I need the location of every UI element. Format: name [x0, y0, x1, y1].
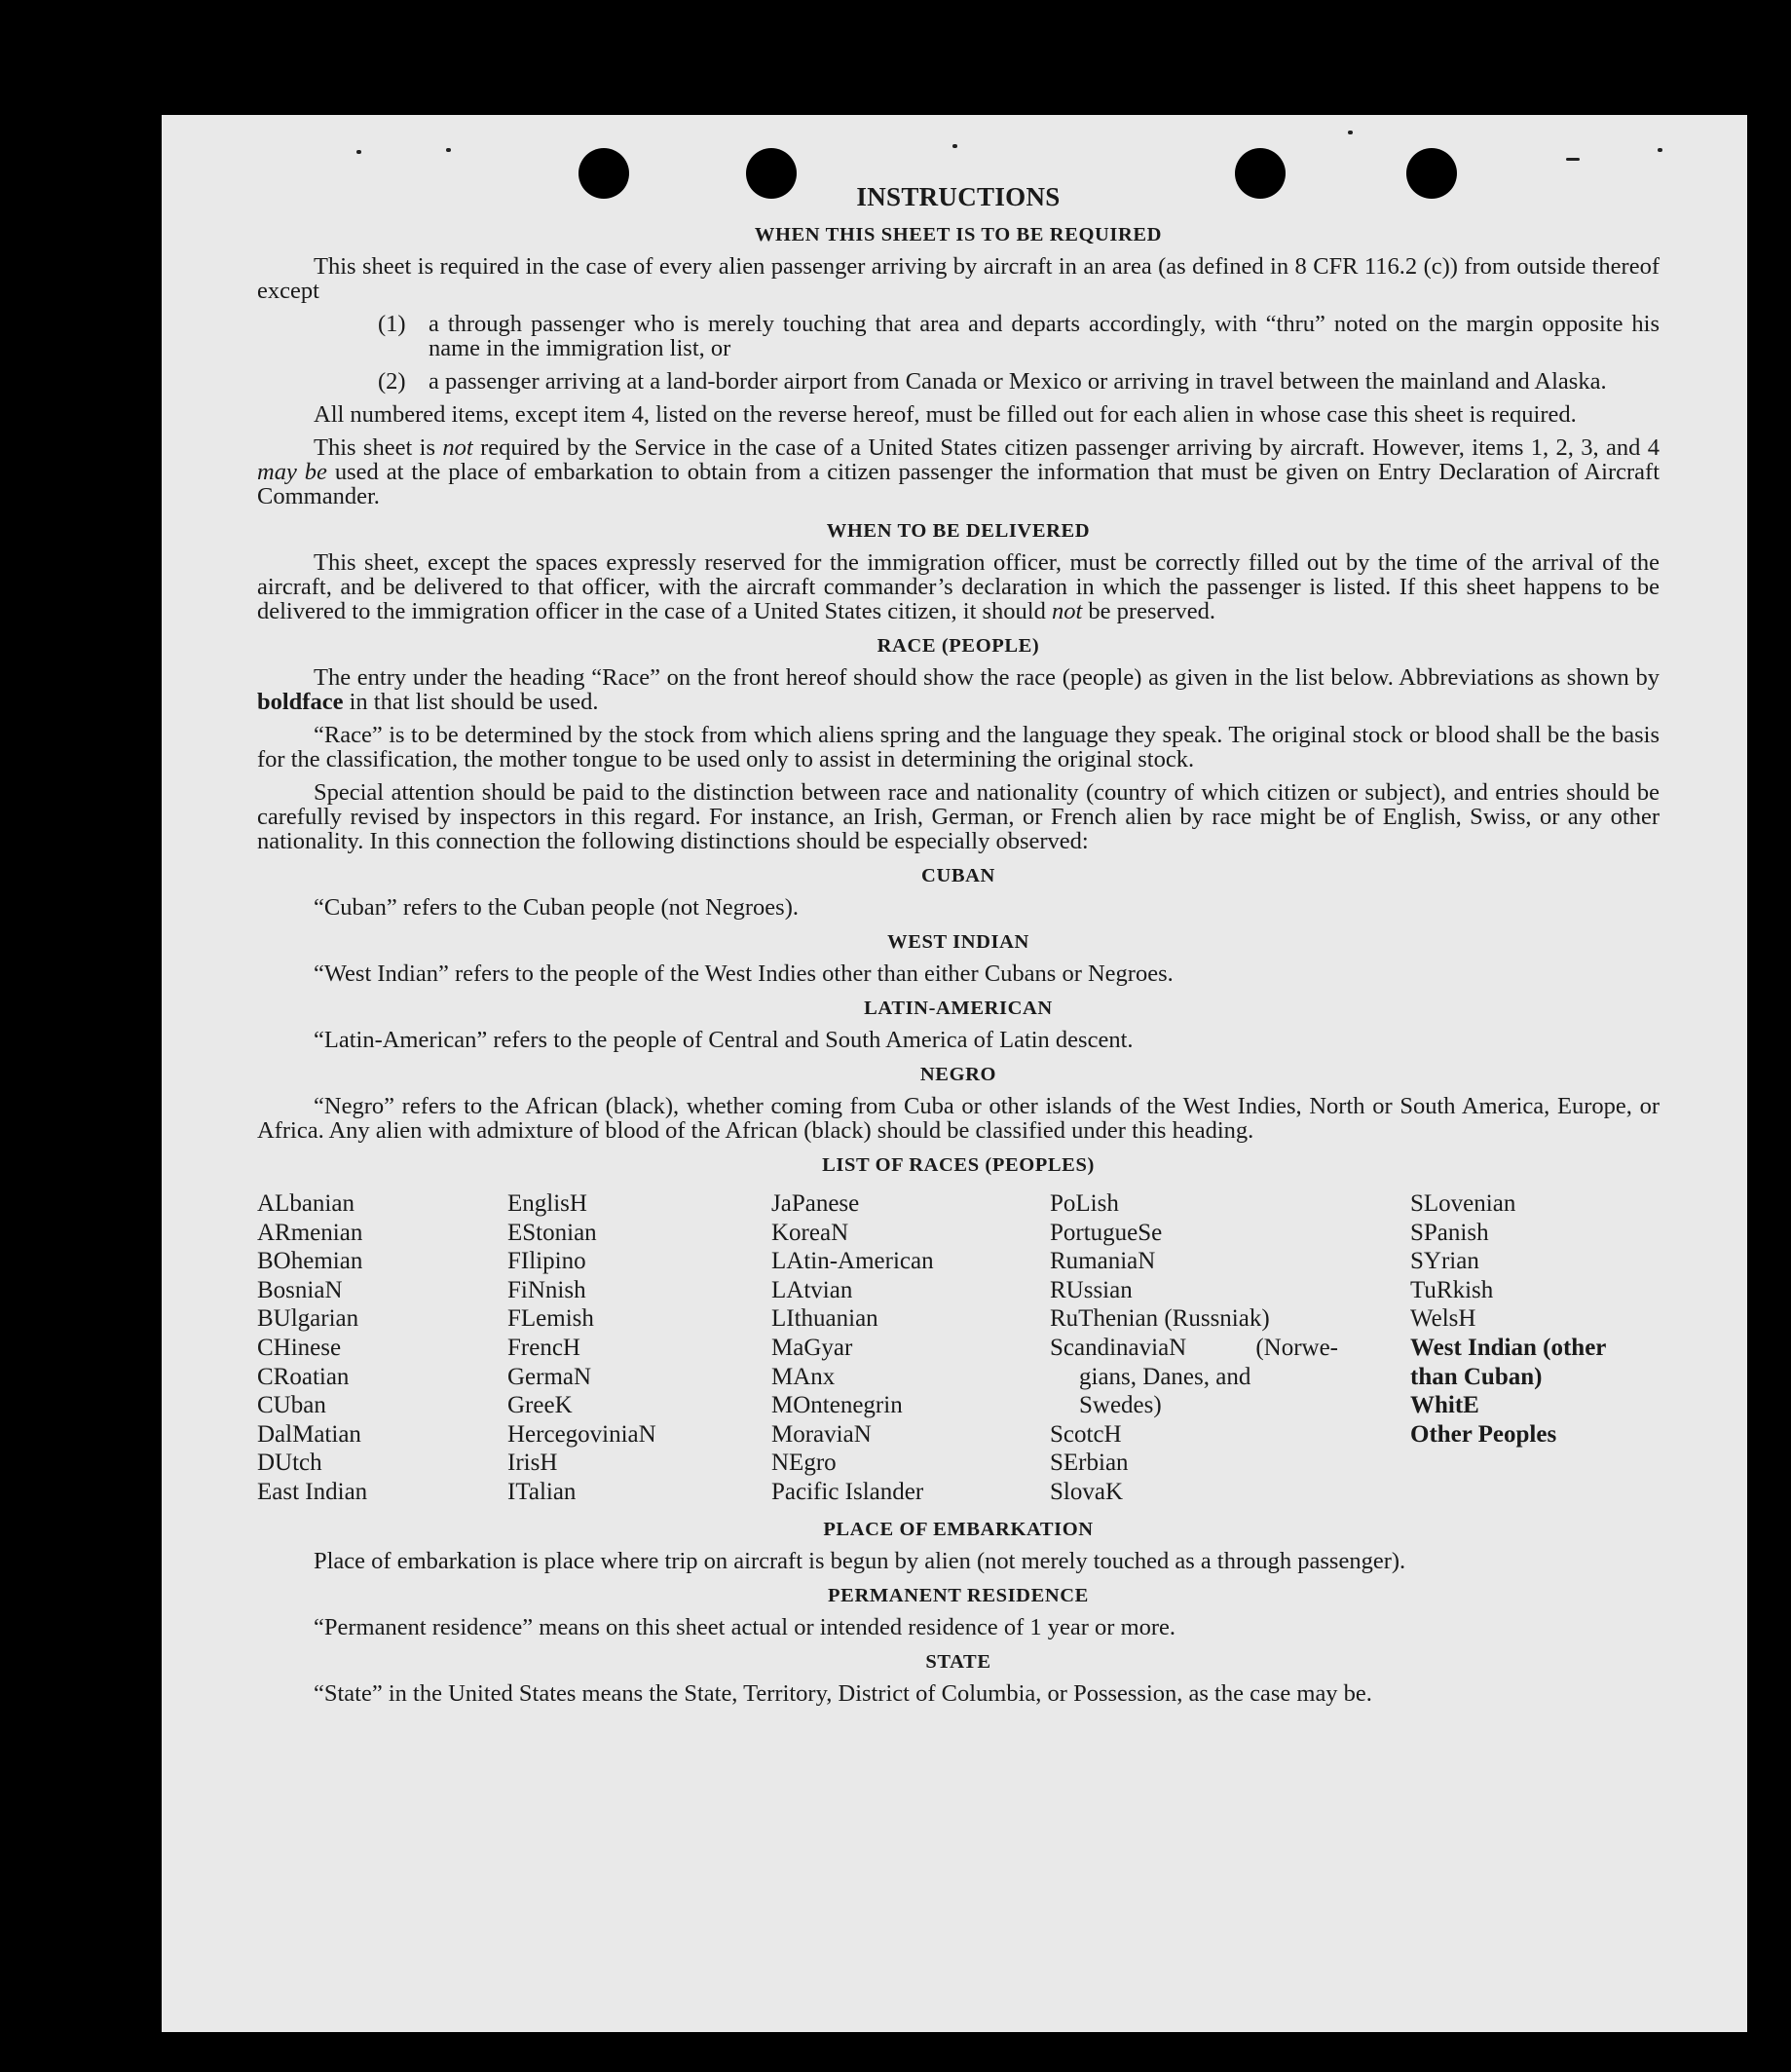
race-entry: than Cuban) — [1410, 1363, 1543, 1390]
italic-text: may be — [257, 459, 327, 485]
race-entry: Pacific Islander — [771, 1478, 924, 1505]
race-entry: PortugueSe — [1050, 1219, 1163, 1246]
race-entry: West Indian (other — [1410, 1334, 1607, 1361]
race-entry: WelsH — [1410, 1305, 1476, 1333]
race-entry: RUssian — [1050, 1276, 1133, 1303]
italic-text: not — [442, 434, 473, 461]
race-entry: TuRkish — [1410, 1276, 1494, 1303]
race-entry: ARmenian — [257, 1219, 363, 1246]
race-entry: ScotcH — [1050, 1420, 1122, 1448]
race-entry: SLovenian — [1410, 1190, 1516, 1217]
paragraph — [257, 550, 1660, 623]
races-column — [507, 1189, 771, 1507]
race-entry: MoraviaN — [771, 1420, 872, 1448]
paragraph: Special attention should be paid to the distinction between race and nationality (country of which citizen or subject), and entries should be carefully revised by inspectors in this regard. For instance, an Irish, German, or French alien by race might be of English, Swiss, or any other nationality. In this connection the following distinctions should be especially observed: — [257, 779, 1660, 854]
section-heading: WHEN TO BE DELIVERED — [826, 520, 1091, 542]
race-entry: BUlgarian — [257, 1305, 359, 1333]
definition-text: “Permanent residence” means on this sheet actual or intended residence of 1 year or more. — [314, 1613, 1176, 1640]
race-entry: BosniaN — [257, 1276, 343, 1303]
race-entry: LAtvian — [771, 1276, 853, 1303]
section-heading: LIST OF RACES (PEOPLES) — [822, 1154, 1095, 1176]
section-heading: PLACE OF EMBARKATION — [823, 1518, 1094, 1540]
definition-text: “Cuban” refers to the Cuban people (not Negroes). — [314, 894, 799, 921]
race-entry: DalMatian — [257, 1420, 361, 1448]
race-entry: EStonian — [507, 1219, 597, 1246]
race-entry: ScandinaviaN (Norwe- — [1050, 1334, 1338, 1361]
race-entry: CRoatian — [257, 1363, 350, 1390]
paragraph: Place of embarkation is place where trip on aircraft is begun by alien (not merely touched as a through passenger). — [314, 1547, 1406, 1574]
document-sheet — [162, 115, 1747, 2032]
race-entry: ITalian — [507, 1478, 577, 1505]
page-title: INSTRUCTIONS — [856, 182, 1061, 211]
definition-text: “Latin-American” refers to the people of Central and South America of Latin descent. — [314, 1027, 1134, 1053]
races-column — [1410, 1189, 1660, 1507]
race-entry: GermaN — [507, 1363, 592, 1390]
race-entry: FiNnish — [507, 1276, 586, 1303]
race-entry: FIlipino — [507, 1248, 586, 1275]
section-heading: NEGRO — [919, 1064, 997, 1085]
race-entry: SErbian — [1050, 1450, 1129, 1477]
race-entry: BOhemian — [257, 1248, 363, 1275]
race-entry: PoLish — [1050, 1190, 1119, 1217]
text-run: be preserved. — [1088, 598, 1216, 624]
races-list — [257, 1189, 1660, 1507]
race-entry: gians, Danes, and — [1079, 1363, 1251, 1390]
bold-text: boldface — [257, 689, 344, 715]
speck — [1566, 158, 1580, 161]
race-entry: ALbanian — [257, 1190, 354, 1217]
race-entry: FrencH — [507, 1334, 580, 1361]
race-entry: IrisH — [507, 1450, 558, 1477]
item-text: a through passenger who is merely touching that area and departs accordingly, with “thru” noted on the margin opposite his name in the immigration list, or — [429, 311, 1660, 361]
text-run: This sheet, except the spaces expressly reserved for the immigration officer, must be correctly filled out by the time of the arrival of the aircraft, and be delivered to that officer, with the aircraft commander’s declaration in which the passenger is listed. If this sheet happens to be delivered to the immigration officer in the case of a United States citizen, it should — [257, 549, 1660, 624]
item-number: (1) — [378, 311, 406, 337]
list-item — [257, 369, 1660, 394]
race-entry: CHinese — [257, 1334, 342, 1361]
race-entry: GreeK — [507, 1392, 573, 1419]
races-column — [771, 1189, 1050, 1507]
list-item — [257, 312, 1660, 360]
text-run: This sheet is — [314, 434, 435, 461]
speck — [1348, 131, 1353, 134]
paragraph — [257, 435, 1660, 509]
race-entry: MOntenegrin — [771, 1392, 903, 1419]
race-entry: East Indian — [257, 1478, 368, 1505]
paragraph: This sheet is required in the case of every alien passenger arriving by aircraft in an area (as defined in 8 CFR 116.2 (c)) from outside thereof except — [257, 253, 1660, 304]
paragraph: “Negro” refers to the African (black), whether coming from Cuba or other islands of the West Indies, North or South America, Europe, or Africa. Any alien with admixture of blood of the African (black) should be classified under this heading. — [257, 1093, 1660, 1144]
speck — [1658, 148, 1662, 152]
races-column — [1050, 1189, 1410, 1507]
paragraph: “State” in the United States means the State, Territory, District of Columbia, or Possession, as the case may be. — [314, 1679, 1372, 1707]
section-heading: CUBAN — [921, 865, 995, 886]
section-heading: RACE (PEOPLE) — [877, 635, 1040, 657]
race-entry: SlovaK — [1050, 1478, 1123, 1505]
paragraph — [257, 665, 1660, 714]
text-run: required by the Service in the case of a United States citizen passenger arriving by aircraft. However, items 1, 2, 3, and 4 — [480, 434, 1660, 461]
definition-text: “West Indian” refers to the people of the West Indies other than either Cubans or Negroes. — [314, 961, 1174, 987]
speck — [356, 150, 361, 154]
section-heading: WEST INDIAN — [887, 931, 1029, 953]
section-heading: STATE — [925, 1650, 991, 1673]
section-heading: LATIN-AMERICAN — [864, 998, 1053, 1019]
race-entry: SYrian — [1410, 1248, 1479, 1275]
race-entry: WhitE — [1410, 1392, 1479, 1419]
race-entry: NEgro — [771, 1450, 837, 1477]
race-entry: Other Peoples — [1410, 1420, 1557, 1448]
text-run: The entry under the heading “Race” on the front hereof should show the race (people) as given in the list below. Abbreviations as shown by — [314, 664, 1660, 691]
race-entry: MAnx — [771, 1363, 836, 1390]
section-heading: WHEN THIS SHEET IS TO BE REQUIRED — [754, 224, 1163, 245]
speck — [446, 148, 451, 152]
race-entry: HercegoviniaN — [507, 1420, 656, 1448]
races-column — [257, 1189, 507, 1507]
race-entry: KoreaN — [771, 1219, 849, 1246]
race-entry: LIthuanian — [771, 1305, 878, 1333]
italic-text: not — [1051, 598, 1083, 624]
section-heading: PERMANENT RESIDENCE — [828, 1584, 1089, 1606]
paragraph: “Race” is to be determined by the stock from which aliens spring and the language they speak. The original stock or blood shall be the basis for the classification, the mother tongue to be used only to assist in determining the original stock. — [257, 722, 1660, 772]
item-text: a passenger arriving at a land-border airport from Canada or Mexico or arriving in travel between the mainland and Alaska. — [429, 368, 1607, 395]
race-entry: FLemish — [507, 1305, 594, 1333]
instructions-body — [257, 182, 1660, 1714]
race-entry: EnglisH — [507, 1190, 587, 1217]
text-run: in that list should be used. — [349, 689, 599, 715]
race-entry: LAtin-American — [771, 1248, 934, 1275]
race-entry: CUban — [257, 1392, 326, 1419]
paragraph: All numbered items, except item 4, listed on the reverse hereof, must be filled out for each alien in whose case this sheet is required. — [314, 401, 1577, 428]
race-entry: RumaniaN — [1050, 1248, 1156, 1275]
race-entry: JaPanese — [771, 1190, 860, 1217]
race-entry: Swedes) — [1079, 1392, 1162, 1419]
speck — [952, 144, 957, 148]
race-entry: SPanish — [1410, 1219, 1489, 1246]
race-entry: RuThenian (Russniak) — [1050, 1305, 1270, 1333]
item-number: (2) — [378, 368, 406, 395]
race-entry: MaGyar — [771, 1334, 853, 1361]
text-run: used at the place of embarkation to obtain from a citizen passenger the information that must be given on Entry Declaration of Aircraft Commander. — [257, 459, 1660, 509]
race-entry: DUtch — [257, 1450, 322, 1477]
